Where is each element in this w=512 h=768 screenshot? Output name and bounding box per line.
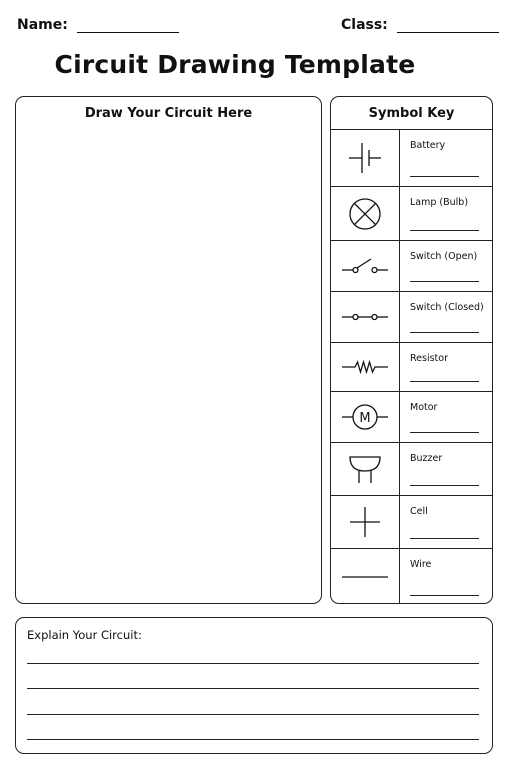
battery-symbol-icon bbox=[331, 130, 400, 186]
symbol-label: Resistor bbox=[410, 353, 448, 364]
symbol-row-buzzer bbox=[331, 443, 492, 496]
symbol-row-cell bbox=[331, 496, 492, 549]
symbol-row-switch-open bbox=[331, 241, 492, 292]
drawing-area-title: Draw Your Circuit Here bbox=[84, 106, 253, 121]
switch-open-symbol-icon bbox=[331, 241, 400, 291]
answer-line[interactable] bbox=[410, 538, 479, 539]
symbol-label: Motor bbox=[410, 402, 438, 413]
answer-line[interactable] bbox=[410, 432, 479, 433]
symbol-row-battery bbox=[331, 130, 492, 187]
answer-line[interactable] bbox=[410, 176, 479, 177]
explain-writing-line[interactable] bbox=[27, 714, 479, 715]
answer-line[interactable] bbox=[410, 595, 479, 596]
lamp-symbol-icon bbox=[331, 187, 400, 240]
switch-closed-symbol-icon bbox=[331, 292, 400, 342]
symbol-label: Switch (Closed) bbox=[410, 302, 484, 313]
resistor-symbol-icon bbox=[331, 343, 400, 391]
symbol-row-wire bbox=[331, 549, 492, 604]
class-blank-line[interactable] bbox=[397, 20, 499, 33]
wire-symbol-icon bbox=[331, 549, 400, 604]
explain-writing-line[interactable] bbox=[27, 739, 479, 740]
motor-letter: M bbox=[359, 411, 371, 426]
symbol-label: Lamp (Bulb) bbox=[410, 197, 469, 208]
answer-line[interactable] bbox=[410, 485, 479, 486]
explain-writing-line[interactable] bbox=[27, 688, 479, 689]
symbol-row-lamp bbox=[331, 187, 492, 241]
symbol-label: Cell bbox=[410, 506, 428, 517]
name-field bbox=[17, 17, 179, 33]
symbol-label: Buzzer bbox=[410, 453, 443, 464]
answer-line[interactable] bbox=[410, 281, 479, 282]
class-field bbox=[341, 17, 499, 33]
answer-line[interactable] bbox=[410, 332, 479, 333]
symbol-row-motor bbox=[331, 392, 492, 443]
answer-line[interactable] bbox=[410, 381, 479, 382]
cell-symbol-icon bbox=[331, 496, 400, 548]
circuit-drawing-area[interactable] bbox=[15, 96, 322, 604]
name-blank-line[interactable] bbox=[77, 20, 179, 33]
buzzer-symbol-icon bbox=[331, 443, 400, 495]
explain-title: Explain Your Circuit: bbox=[27, 628, 142, 642]
explain-writing-line[interactable] bbox=[27, 663, 479, 664]
answer-line[interactable] bbox=[410, 230, 479, 231]
symbol-key-panel bbox=[330, 96, 493, 604]
symbol-row-switch-closed bbox=[331, 292, 492, 343]
motor-symbol-icon bbox=[331, 392, 400, 442]
symbol-label: Battery bbox=[410, 140, 446, 151]
page-title: Circuit Drawing Template bbox=[54, 50, 416, 79]
symbol-label: Switch (Open) bbox=[410, 251, 478, 262]
name-label: Name: bbox=[17, 17, 68, 33]
symbol-label: Wire bbox=[410, 559, 432, 570]
symbol-key-title: Symbol Key bbox=[331, 97, 492, 130]
class-label: Class: bbox=[341, 17, 388, 33]
explain-circuit-box bbox=[15, 617, 493, 754]
symbol-row-resistor bbox=[331, 343, 492, 392]
